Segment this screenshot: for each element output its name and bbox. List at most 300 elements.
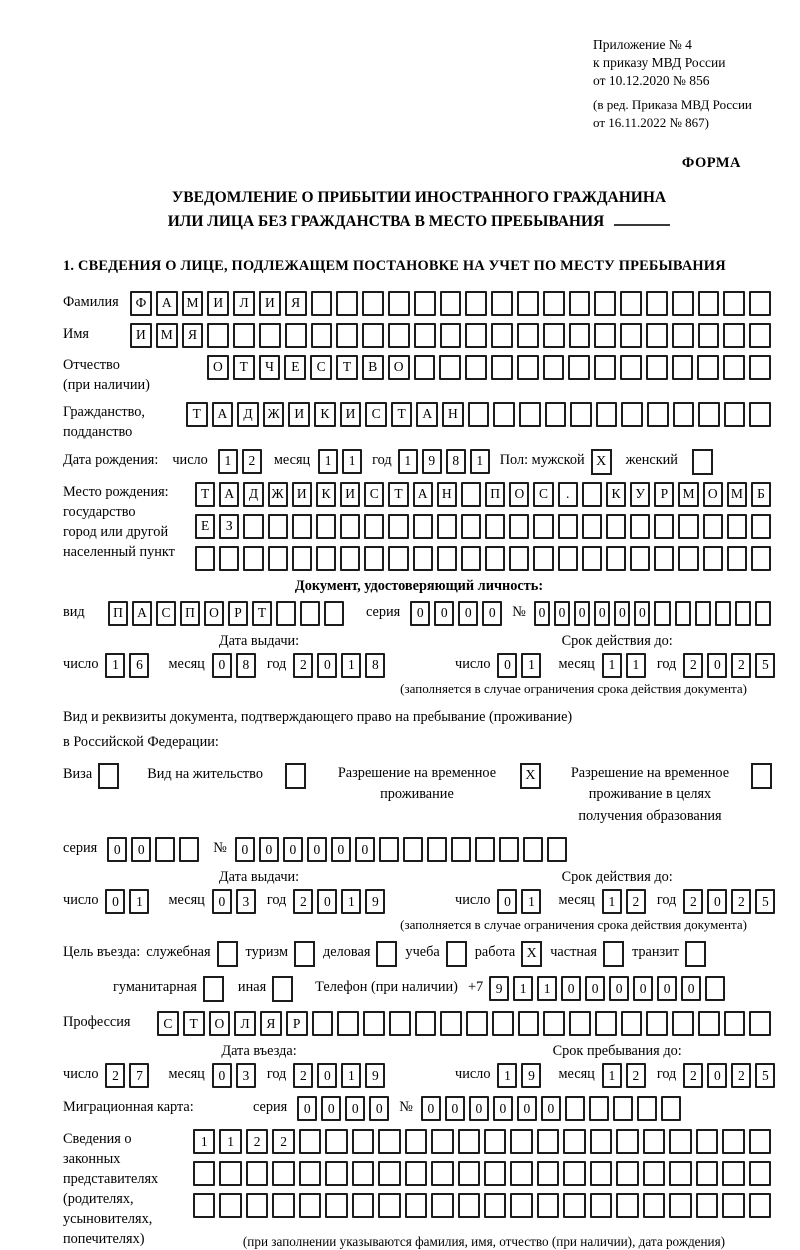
form-cell[interactable]: У — [630, 482, 650, 507]
form-cell[interactable] — [243, 546, 263, 571]
form-cell[interactable]: 0 — [235, 837, 255, 862]
form-cell[interactable]: 0 — [707, 889, 727, 914]
form-cell[interactable]: 0 — [554, 601, 570, 626]
form-cell[interactable]: Б — [751, 482, 771, 507]
form-cell[interactable]: 6 — [129, 653, 149, 678]
form-cell[interactable] — [582, 546, 602, 571]
form-cell[interactable]: 0 — [212, 1063, 232, 1088]
form-cell[interactable] — [643, 1129, 665, 1154]
form-cell[interactable] — [590, 1129, 612, 1154]
form-cell[interactable]: Т — [186, 402, 208, 427]
form-cell[interactable]: 0 — [497, 889, 517, 914]
form-cell[interactable]: 0 — [212, 653, 232, 678]
form-cell[interactable] — [451, 837, 471, 862]
form-cell[interactable]: 2 — [731, 889, 751, 914]
form-cell[interactable]: Т — [183, 1011, 205, 1036]
form-cell[interactable]: М — [156, 323, 178, 348]
form-cell[interactable] — [405, 1193, 427, 1218]
form-cell[interactable] — [510, 1161, 532, 1186]
form-cell[interactable] — [510, 1193, 532, 1218]
form-cell[interactable] — [672, 1011, 694, 1036]
form-cell[interactable]: 2 — [293, 653, 313, 678]
form-cell[interactable] — [509, 514, 529, 539]
form-cell[interactable] — [621, 1011, 643, 1036]
form-cell[interactable] — [523, 837, 543, 862]
form-cell[interactable] — [337, 1011, 359, 1036]
form-cell[interactable] — [517, 355, 539, 380]
form-cell[interactable]: И — [340, 482, 360, 507]
form-cell[interactable]: К — [314, 402, 336, 427]
form-cell[interactable] — [388, 546, 408, 571]
form-cell[interactable]: И — [292, 482, 312, 507]
form-cell[interactable] — [669, 1161, 691, 1186]
form-cell[interactable] — [340, 514, 360, 539]
form-cell[interactable]: 5 — [755, 889, 775, 914]
form-cell[interactable]: 0 — [131, 837, 151, 862]
form-cell[interactable] — [678, 546, 698, 571]
form-cell[interactable] — [582, 514, 602, 539]
form-cell[interactable]: Д — [243, 482, 263, 507]
form-cell[interactable] — [268, 514, 288, 539]
form-cell[interactable] — [695, 601, 711, 626]
form-cell[interactable] — [336, 323, 358, 348]
form-cell[interactable] — [696, 1129, 718, 1154]
form-cell[interactable] — [311, 323, 333, 348]
form-cell[interactable] — [465, 323, 487, 348]
form-cell[interactable] — [543, 355, 565, 380]
form-cell[interactable] — [595, 1011, 617, 1036]
form-cell[interactable] — [569, 323, 591, 348]
form-cell[interactable] — [620, 323, 642, 348]
form-cell[interactable]: 0 — [331, 837, 351, 862]
form-cell[interactable] — [325, 1129, 347, 1154]
form-cell[interactable] — [755, 601, 771, 626]
form-cell[interactable]: 0 — [107, 837, 127, 862]
form-cell[interactable] — [484, 1129, 506, 1154]
form-cell[interactable] — [437, 546, 457, 571]
form-cell[interactable] — [596, 402, 618, 427]
form-cell[interactable]: 1 — [602, 1063, 622, 1088]
form-cell[interactable]: Т — [195, 482, 215, 507]
form-cell[interactable]: 1 — [537, 976, 557, 1001]
form-cell[interactable] — [233, 323, 255, 348]
form-cell[interactable] — [458, 1161, 480, 1186]
form-cell[interactable] — [413, 514, 433, 539]
form-cell[interactable] — [606, 514, 626, 539]
form-cell[interactable] — [509, 546, 529, 571]
form-cell[interactable]: Ч — [259, 355, 281, 380]
form-cell[interactable]: 0 — [609, 976, 629, 1001]
form-cell[interactable] — [458, 1129, 480, 1154]
form-cell[interactable] — [654, 514, 674, 539]
form-cell[interactable]: 0 — [410, 601, 430, 626]
form-cell[interactable]: М — [678, 482, 698, 507]
form-cell[interactable]: 2 — [105, 1063, 125, 1088]
form-cell[interactable] — [413, 546, 433, 571]
form-cell[interactable] — [569, 291, 591, 316]
form-cell[interactable]: 1 — [513, 976, 533, 1001]
form-cell[interactable] — [461, 482, 481, 507]
form-cell[interactable]: 3 — [236, 1063, 256, 1088]
form-cell[interactable] — [613, 1096, 633, 1121]
form-cell[interactable] — [272, 1193, 294, 1218]
form-cell[interactable] — [431, 1193, 453, 1218]
form-cell[interactable] — [491, 291, 513, 316]
form-cell[interactable] — [703, 514, 723, 539]
form-cell[interactable] — [565, 1096, 585, 1121]
form-cell[interactable] — [299, 1129, 321, 1154]
form-cell[interactable] — [378, 1129, 400, 1154]
form-cell[interactable] — [299, 1193, 321, 1218]
form-cell[interactable]: П — [485, 482, 505, 507]
purpose-transit-checkbox[interactable] — [685, 941, 706, 967]
form-cell[interactable]: 0 — [493, 1096, 513, 1121]
form-cell[interactable]: 2 — [272, 1129, 294, 1154]
form-cell[interactable] — [312, 1011, 334, 1036]
form-cell[interactable]: 0 — [585, 976, 605, 1001]
form-cell[interactable]: 1 — [219, 1129, 241, 1154]
form-cell[interactable]: З — [219, 514, 239, 539]
form-cell[interactable] — [723, 323, 745, 348]
form-cell[interactable]: С — [157, 1011, 179, 1036]
form-cell[interactable]: А — [413, 482, 433, 507]
form-cell[interactable] — [589, 1096, 609, 1121]
form-cell[interactable] — [259, 323, 281, 348]
form-cell[interactable] — [219, 1161, 241, 1186]
form-cell[interactable]: 1 — [342, 449, 362, 474]
form-cell[interactable] — [616, 1129, 638, 1154]
form-cell[interactable]: 2 — [242, 449, 262, 474]
form-cell[interactable]: 0 — [614, 601, 630, 626]
form-cell[interactable] — [285, 323, 307, 348]
form-cell[interactable] — [735, 601, 751, 626]
form-cell[interactable]: А — [132, 601, 152, 626]
form-cell[interactable] — [727, 546, 747, 571]
form-cell[interactable] — [751, 546, 771, 571]
form-cell[interactable] — [389, 1011, 411, 1036]
form-cell[interactable]: 2 — [731, 653, 751, 678]
form-cell[interactable] — [563, 1129, 585, 1154]
form-cell[interactable] — [499, 837, 519, 862]
form-cell[interactable] — [646, 355, 668, 380]
form-cell[interactable]: 1 — [497, 1063, 517, 1088]
form-cell[interactable] — [669, 1193, 691, 1218]
form-cell[interactable] — [698, 323, 720, 348]
form-cell[interactable]: Т — [252, 601, 272, 626]
form-cell[interactable] — [558, 514, 578, 539]
form-cell[interactable]: 9 — [422, 449, 442, 474]
form-cell[interactable] — [715, 601, 731, 626]
form-cell[interactable]: 1 — [341, 1063, 361, 1088]
form-cell[interactable] — [569, 1011, 591, 1036]
form-cell[interactable] — [379, 837, 399, 862]
form-cell[interactable]: 5 — [755, 653, 775, 678]
form-cell[interactable]: 0 — [594, 601, 610, 626]
form-cell[interactable]: Ж — [268, 482, 288, 507]
form-cell[interactable]: 8 — [236, 653, 256, 678]
form-cell[interactable]: 0 — [317, 889, 337, 914]
form-cell[interactable]: 1 — [521, 653, 541, 678]
form-cell[interactable]: Т — [336, 355, 358, 380]
form-cell[interactable] — [484, 1193, 506, 1218]
form-cell[interactable] — [378, 1161, 400, 1186]
form-cell[interactable] — [675, 601, 691, 626]
form-cell[interactable] — [647, 402, 669, 427]
form-cell[interactable]: Р — [654, 482, 674, 507]
form-cell[interactable]: 1 — [521, 889, 541, 914]
form-cell[interactable]: 0 — [321, 1096, 341, 1121]
form-cell[interactable] — [646, 1011, 668, 1036]
form-cell[interactable] — [749, 355, 771, 380]
form-cell[interactable]: 2 — [731, 1063, 751, 1088]
form-cell[interactable]: 0 — [283, 837, 303, 862]
form-cell[interactable] — [491, 323, 513, 348]
form-cell[interactable]: 0 — [681, 976, 701, 1001]
form-cell[interactable] — [630, 546, 650, 571]
form-cell[interactable] — [590, 1193, 612, 1218]
form-cell[interactable]: 9 — [365, 889, 385, 914]
form-cell[interactable] — [620, 291, 642, 316]
form-cell[interactable] — [537, 1193, 559, 1218]
form-cell[interactable] — [537, 1161, 559, 1186]
form-cell[interactable] — [466, 1011, 488, 1036]
form-cell[interactable] — [722, 1129, 744, 1154]
form-cell[interactable] — [749, 1129, 771, 1154]
form-cell[interactable] — [543, 291, 565, 316]
form-cell[interactable] — [594, 323, 616, 348]
form-cell[interactable]: 0 — [421, 1096, 441, 1121]
form-cell[interactable]: А — [219, 482, 239, 507]
form-cell[interactable] — [378, 1193, 400, 1218]
form-cell[interactable]: 2 — [683, 653, 703, 678]
form-cell[interactable] — [621, 402, 643, 427]
form-cell[interactable] — [749, 1193, 771, 1218]
form-cell[interactable]: Я — [260, 1011, 282, 1036]
form-cell[interactable]: 0 — [541, 1096, 561, 1121]
form-cell[interactable]: С — [310, 355, 332, 380]
form-cell[interactable] — [300, 601, 320, 626]
form-cell[interactable] — [493, 402, 515, 427]
form-cell[interactable]: К — [606, 482, 626, 507]
form-cell[interactable]: 1 — [470, 449, 490, 474]
form-cell[interactable]: Е — [195, 514, 215, 539]
form-cell[interactable] — [696, 1193, 718, 1218]
purpose-private-checkbox[interactable] — [603, 941, 624, 967]
form-cell[interactable] — [405, 1129, 427, 1154]
form-cell[interactable] — [697, 355, 719, 380]
form-cell[interactable] — [316, 546, 336, 571]
form-cell[interactable]: 0 — [259, 837, 279, 862]
form-cell[interactable]: И — [130, 323, 152, 348]
form-cell[interactable]: С — [365, 402, 387, 427]
form-cell[interactable] — [723, 291, 745, 316]
form-cell[interactable]: 5 — [755, 1063, 775, 1088]
form-cell[interactable] — [431, 1161, 453, 1186]
form-cell[interactable]: Л — [233, 291, 255, 316]
purpose-commercial-checkbox[interactable] — [376, 941, 397, 967]
form-cell[interactable]: Л — [234, 1011, 256, 1036]
form-cell[interactable] — [594, 355, 616, 380]
form-cell[interactable] — [722, 1193, 744, 1218]
form-cell[interactable]: 0 — [482, 601, 502, 626]
form-cell[interactable] — [207, 323, 229, 348]
form-cell[interactable] — [458, 1193, 480, 1218]
form-cell[interactable]: 1 — [341, 889, 361, 914]
form-cell[interactable] — [698, 291, 720, 316]
form-cell[interactable]: 0 — [307, 837, 327, 862]
form-cell[interactable] — [364, 546, 384, 571]
form-cell[interactable] — [654, 546, 674, 571]
form-cell[interactable]: Т — [388, 482, 408, 507]
form-cell[interactable]: Н — [442, 402, 464, 427]
form-cell[interactable] — [678, 514, 698, 539]
form-cell[interactable] — [749, 1011, 771, 1036]
form-cell[interactable] — [316, 514, 336, 539]
form-cell[interactable] — [195, 546, 215, 571]
form-cell[interactable]: 1 — [193, 1129, 215, 1154]
form-cell[interactable]: 9 — [489, 976, 509, 1001]
form-cell[interactable]: Е — [284, 355, 306, 380]
form-cell[interactable] — [415, 1011, 437, 1036]
form-cell[interactable]: Я — [285, 291, 307, 316]
form-cell[interactable]: 8 — [365, 653, 385, 678]
female-checkbox[interactable] — [692, 449, 713, 475]
form-cell[interactable] — [461, 546, 481, 571]
form-cell[interactable] — [570, 402, 592, 427]
form-cell[interactable]: 0 — [634, 601, 650, 626]
form-cell[interactable] — [698, 1011, 720, 1036]
form-cell[interactable] — [352, 1161, 374, 1186]
form-cell[interactable]: С — [364, 482, 384, 507]
form-cell[interactable]: 1 — [398, 449, 418, 474]
form-cell[interactable] — [646, 291, 668, 316]
purpose-tourism-checkbox[interactable] — [294, 941, 315, 967]
residence-permit-checkbox[interactable] — [285, 763, 306, 789]
form-cell[interactable] — [517, 291, 539, 316]
purpose-business-checkbox[interactable] — [217, 941, 238, 967]
form-cell[interactable] — [533, 546, 553, 571]
form-cell[interactable]: 0 — [707, 653, 727, 678]
form-cell[interactable] — [364, 514, 384, 539]
form-cell[interactable] — [558, 546, 578, 571]
form-cell[interactable]: И — [340, 402, 362, 427]
form-cell[interactable] — [654, 601, 670, 626]
form-cell[interactable] — [643, 1161, 665, 1186]
form-cell[interactable] — [276, 601, 296, 626]
form-cell[interactable]: Н — [437, 482, 457, 507]
form-cell[interactable]: 1 — [105, 653, 125, 678]
form-cell[interactable] — [696, 1161, 718, 1186]
form-cell[interactable]: 0 — [434, 601, 454, 626]
form-cell[interactable] — [388, 323, 410, 348]
form-cell[interactable]: П — [108, 601, 128, 626]
male-checkbox[interactable]: X — [591, 449, 612, 475]
form-cell[interactable] — [427, 837, 447, 862]
form-cell[interactable] — [724, 1011, 746, 1036]
form-cell[interactable] — [388, 514, 408, 539]
title-blank-line[interactable] — [614, 211, 670, 226]
form-cell[interactable] — [299, 1161, 321, 1186]
form-cell[interactable] — [594, 291, 616, 316]
form-cell[interactable]: 2 — [293, 1063, 313, 1088]
form-cell[interactable] — [431, 1129, 453, 1154]
form-cell[interactable] — [749, 402, 771, 427]
form-cell[interactable]: 0 — [369, 1096, 389, 1121]
form-cell[interactable]: 1 — [129, 889, 149, 914]
form-cell[interactable]: И — [288, 402, 310, 427]
form-cell[interactable] — [219, 1193, 241, 1218]
form-cell[interactable] — [362, 291, 384, 316]
form-cell[interactable] — [749, 323, 771, 348]
form-cell[interactable]: Ф — [130, 291, 152, 316]
form-cell[interactable]: 1 — [626, 653, 646, 678]
form-cell[interactable]: Т — [391, 402, 413, 427]
form-cell[interactable]: 0 — [317, 1063, 337, 1088]
form-cell[interactable] — [723, 355, 745, 380]
form-cell[interactable]: И — [259, 291, 281, 316]
form-cell[interactable] — [519, 402, 541, 427]
form-cell[interactable] — [543, 1011, 565, 1036]
form-cell[interactable]: 2 — [626, 1063, 646, 1088]
form-cell[interactable] — [672, 355, 694, 380]
purpose-work-checkbox[interactable]: X — [521, 941, 542, 967]
form-cell[interactable]: 3 — [236, 889, 256, 914]
purpose-humanitarian-checkbox[interactable] — [203, 976, 224, 1002]
form-cell[interactable]: 2 — [293, 889, 313, 914]
form-cell[interactable]: М — [727, 482, 747, 507]
form-cell[interactable] — [517, 323, 539, 348]
form-cell[interactable]: . — [558, 482, 578, 507]
form-cell[interactable] — [468, 402, 490, 427]
form-cell[interactable]: 9 — [521, 1063, 541, 1088]
form-cell[interactable] — [643, 1193, 665, 1218]
form-cell[interactable]: М — [182, 291, 204, 316]
form-cell[interactable]: 0 — [345, 1096, 365, 1121]
purpose-other-checkbox[interactable] — [272, 976, 293, 1002]
form-cell[interactable] — [606, 546, 626, 571]
form-cell[interactable] — [620, 355, 642, 380]
form-cell[interactable]: 7 — [129, 1063, 149, 1088]
form-cell[interactable] — [537, 1129, 559, 1154]
form-cell[interactable]: 1 — [602, 653, 622, 678]
form-cell[interactable]: К — [316, 482, 336, 507]
form-cell[interactable]: 2 — [626, 889, 646, 914]
form-cell[interactable] — [749, 291, 771, 316]
form-cell[interactable] — [724, 402, 746, 427]
form-cell[interactable]: 0 — [633, 976, 653, 1001]
form-cell[interactable]: О — [703, 482, 723, 507]
form-cell[interactable]: 0 — [657, 976, 677, 1001]
form-cell[interactable] — [403, 837, 423, 862]
form-cell[interactable] — [155, 837, 175, 862]
form-cell[interactable] — [246, 1161, 268, 1186]
form-cell[interactable] — [646, 323, 668, 348]
form-cell[interactable] — [388, 291, 410, 316]
form-cell[interactable]: Т — [233, 355, 255, 380]
form-cell[interactable] — [179, 837, 199, 862]
form-cell[interactable]: 2 — [683, 1063, 703, 1088]
form-cell[interactable] — [465, 291, 487, 316]
form-cell[interactable] — [292, 546, 312, 571]
form-cell[interactable] — [193, 1193, 215, 1218]
form-cell[interactable] — [437, 514, 457, 539]
form-cell[interactable] — [563, 1193, 585, 1218]
form-cell[interactable] — [492, 1011, 514, 1036]
form-cell[interactable] — [749, 1161, 771, 1186]
form-cell[interactable] — [672, 291, 694, 316]
form-cell[interactable] — [465, 355, 487, 380]
form-cell[interactable]: Р — [228, 601, 248, 626]
